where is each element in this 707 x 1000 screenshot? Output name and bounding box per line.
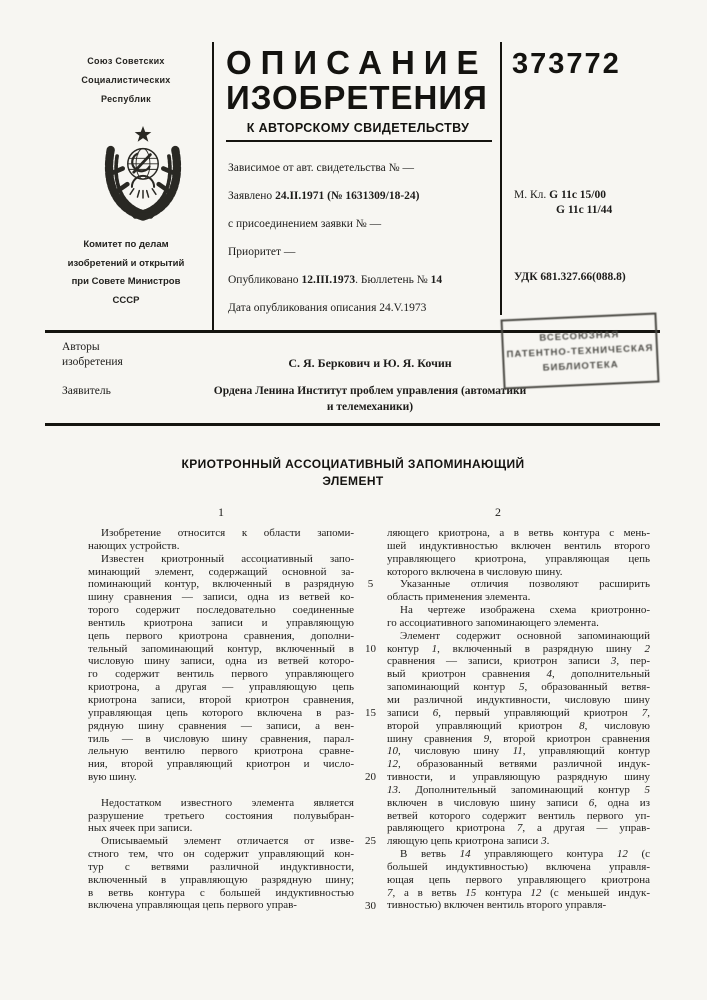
line-number: 25 — [365, 835, 376, 848]
body-line: второй управляющий криотрон 8, числовую — [387, 719, 651, 732]
text-line: СССР — [112, 294, 140, 306]
body-line: 10, числовую шину 11, управляющий контур — [387, 745, 650, 758]
body-line: ных ячеек при записи. — [88, 822, 193, 835]
text-segment: Заявлено — [228, 190, 276, 202]
right-column — [387, 527, 650, 912]
text-segment: с присоединением заявки № — [228, 218, 370, 230]
body-line: равляющего криотрона 7, а другая — управ- — [387, 822, 650, 835]
body-line: которого включена в числовую шину. — [387, 565, 563, 578]
text-segment: Опубликовано — [228, 274, 302, 286]
text-line: БИБЛИОТЕКА — [542, 358, 619, 374]
body-line: На чертеже изображена схема криотронно- — [400, 604, 650, 617]
body-line: Недостатком известного элемента является — [101, 796, 354, 809]
text-line: ВСЕСОЮЗНАЯ — [539, 328, 620, 344]
applicant-name — [150, 384, 590, 415]
text-line — [514, 188, 612, 203]
body-line: лельную вентилю первого криотрона сравне- — [88, 745, 354, 758]
text-segment: — — [283, 246, 296, 258]
body-line: ми различной индуктивности, числовую шину — [387, 693, 650, 706]
line-number: 20 — [365, 771, 376, 784]
body-line: тиль — в числовую шину сравнения, парал- — [88, 732, 354, 745]
body-line: в ветвь контура с большей индуктивностью — [88, 886, 354, 899]
body-line: тивности, и управляющую разрядную шину — [387, 771, 650, 784]
text-segment: М. Кл. — [514, 189, 550, 201]
body-line: вую шину. — [88, 771, 137, 784]
body-line: Указанные отличия позволяют расширить — [400, 578, 650, 591]
committee-name — [38, 236, 214, 310]
line-number-gutter — [354, 527, 387, 912]
body-line: контур 1, включенный в разрядную шину 2 — [387, 642, 650, 655]
body-line: Описываемый элемент отличается от изве- — [101, 835, 354, 848]
library-stamp — [500, 312, 659, 389]
text-segment: 681.327.66(088.8) — [540, 271, 626, 283]
body-line: вентиль криотрона записи и управляющую — [88, 616, 354, 629]
left-column — [88, 527, 354, 912]
body-line: включен в числовую шину записи 6, одна из — [387, 796, 650, 809]
text-line — [228, 154, 498, 182]
body-line: стного тем, что он содержит управляющий кон- — [88, 848, 354, 861]
body-line: вый криотрон сравнения 4, дополнительный — [387, 668, 650, 681]
subtitle-underline — [226, 140, 492, 142]
body-line: запоминающий контур 5, образованный ветвя- — [387, 681, 650, 694]
text-line: Ордена Ленина Институт проблем управления (автоматики — [213, 385, 527, 397]
bibliographic-data — [228, 154, 498, 322]
body-line: 13. Дополнительный запоминающий контур 5 — [387, 783, 650, 796]
body-line: криотрона, а другая — управляющую цепь — [88, 681, 354, 694]
text-segment: G 11c 15/00 — [549, 189, 607, 201]
text-segment: G 11c 11/44 — [556, 203, 613, 216]
text-line: изобретений и открытий — [67, 257, 185, 269]
body-line: управляющего криотрона, управляющая цепь — [387, 552, 650, 565]
body-line: управляющая цепь которого включена в раз- — [88, 706, 354, 719]
body-line: разрушение третьего состояния полувыбран- — [88, 809, 354, 822]
body-line: В ветвь 14 управляющего контура 12 (с — [400, 848, 650, 861]
text-line — [228, 294, 498, 322]
column-2-header: 2 — [495, 505, 501, 519]
body-line: поминающий контур, включенный в разрядную — [88, 578, 354, 591]
text-line: ЭЛЕМЕНТ — [322, 474, 384, 488]
text-segment: Зависимое от авт. свидетельства № — [228, 162, 403, 174]
text-line: Союз Советских — [87, 56, 165, 66]
body-line: включена управляющая цепь первого управ- — [88, 899, 297, 912]
body-line: 7, а в ветвь 15 контура 12 (с меньшей индук- — [387, 886, 650, 899]
text-line: при Совете Министров — [71, 276, 181, 287]
body-line: ния, второй управляющий криотрон и число- — [88, 758, 354, 771]
text-segment: 12.III.1973 — [301, 274, 356, 286]
text-segment: — — [402, 162, 415, 174]
body-line — [88, 784, 354, 797]
body-line: цепь первого криотрона сравнения, дополни- — [88, 629, 354, 642]
body-line: сравнения — записи, криотрон записи 3, пер- — [387, 655, 650, 668]
patent-number: 373772 — [512, 48, 621, 80]
body-line: минающий элемент, содержащий основной за- — [88, 565, 354, 578]
applicant-label: Заявитель — [62, 385, 111, 397]
authors-label — [62, 340, 123, 370]
text-line — [514, 203, 612, 218]
text-segment: 14 — [430, 274, 443, 286]
body-line: криотрона записи, второй криотрон сравнения, — [88, 693, 354, 706]
body-line: Элемент содержит основной запоминающий — [400, 629, 650, 642]
text-line: изобретения — [62, 356, 123, 368]
document-type-title-2: ИЗОБРЕТЕНИЯ — [226, 79, 488, 116]
body-line: шину сравнения — записи, одна из ветвей ко- — [88, 591, 354, 604]
body-line: тельный запоминающий контур, включенный в — [88, 642, 354, 655]
body-line: го содержит вентиль первого управляющего — [88, 668, 354, 681]
body-text — [88, 527, 650, 912]
text-line: КРИОТРОННЫЙ АССОЦИАТИВНЫЙ ЗАПОМИНАЮЩИЙ — [181, 457, 525, 471]
document-subtitle: К АВТОРСКОМУ СВИДЕТЕЛЬСТВУ — [246, 121, 470, 135]
document-type-title: ОПИСАНИЕ — [226, 44, 488, 81]
body-line: ющая цепь первого управляющего криотрона — [387, 873, 650, 886]
udk-class — [514, 271, 626, 283]
line-number: 5 — [367, 578, 374, 591]
invention-title — [0, 456, 707, 490]
body-line: область применения элемента. — [387, 591, 531, 604]
text-line: Комитет по делам — [83, 239, 169, 250]
authors-names: С. Я. Беркович и Ю. Я. Кочин — [288, 356, 452, 370]
text-line — [228, 238, 498, 266]
country-name — [45, 52, 207, 109]
divider-bottom — [45, 423, 660, 426]
column-1-header: 1 — [218, 505, 224, 519]
body-line: записи 6, первый управляющий криотрон 7, — [387, 706, 650, 719]
body-line: числовую шину записи, одна из ветвей которо- — [88, 655, 354, 668]
text-line: Республик — [101, 94, 151, 104]
text-segment: . Бюллетень № — [355, 274, 431, 286]
ussr-coat-of-arms-icon — [96, 126, 190, 222]
text-line: и телемеханики) — [326, 400, 414, 413]
body-line: большей индуктивностью) включена управля- — [387, 860, 650, 873]
text-line: Авторы — [62, 341, 100, 353]
line-number: 30 — [365, 899, 376, 912]
text-segment: УДК — [514, 271, 541, 283]
international-class — [514, 188, 612, 217]
body-line: рядную шину сравнения — записи, а вен- — [88, 719, 354, 732]
body-line: шей индуктивностью включен вентиль второго — [387, 539, 650, 552]
text-segment: — — [369, 218, 382, 230]
text-segment: Приоритет — [228, 246, 284, 258]
body-line: го ассоциативного запоминающего элемента. — [387, 616, 599, 629]
line-number: 10 — [365, 642, 376, 655]
text-line — [514, 271, 626, 283]
body-line: включенный в управляющую разрядную шину; — [88, 873, 354, 886]
header-divider-left — [212, 42, 214, 332]
text-line — [228, 182, 498, 210]
body-line: ветвей которого содержит вентиль первого уп- — [387, 809, 650, 822]
text-line — [228, 266, 498, 294]
text-line: ПАТЕНТНО-ТЕХНИЧЕСКАЯ — [506, 342, 654, 360]
body-line: ляющую цепь криотрона записи 3. — [387, 835, 550, 848]
body-line: шину сравнения 9, второй криотрон сравнения — [387, 732, 650, 745]
body-line: Изобретение относится к области запоми- — [101, 527, 354, 539]
header-divider-right — [500, 42, 502, 315]
text-segment: Дата опубликования описания 24.V.1973 — [228, 302, 427, 314]
body-line: Известен криотронный ассоциативный запо- — [101, 552, 354, 565]
line-number: 15 — [365, 706, 376, 719]
text-line — [228, 210, 498, 238]
body-line: ляющего криотрона, а в ветвь контура с мень- — [387, 527, 650, 539]
text-segment: 24.II.1971 — [275, 190, 325, 202]
body-line: торого содержит последовательно соединенные — [88, 604, 354, 617]
body-line: тур с ветвями различной индуктивности, — [88, 860, 354, 873]
text-line: Социалистических — [81, 75, 171, 85]
text-segment: (№ 1631309/18-24) — [324, 190, 420, 202]
body-line: тивностью) включен вентиль второго управля- — [387, 899, 607, 912]
body-line: 12, образованный ветвями различной индук- — [387, 758, 650, 771]
body-line: нающих устройств. — [88, 539, 180, 552]
